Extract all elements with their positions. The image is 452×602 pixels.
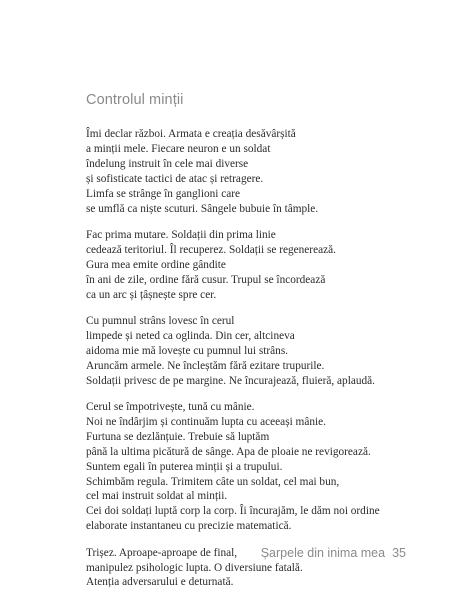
poem-line: și sofisticate tactici de atac și retragere. <box>86 172 264 185</box>
poem-line: îndelung instruit în cele mai diverse <box>86 157 249 170</box>
page-number: 35 <box>392 546 406 560</box>
poem-line: Limfa se strânge în ganglioni care <box>86 187 241 200</box>
poem-line: Aruncăm armele. Ne încleștăm fără ezitare trupurile. <box>86 359 325 372</box>
poem-line: Noi ne îndârjim și continuăm lupta cu aceeași mânie. <box>86 415 326 428</box>
poem-title: Controlul minții <box>86 92 184 108</box>
poem-line: cel mai instruit soldat al minții. <box>86 490 228 503</box>
stanza <box>86 228 386 303</box>
poem-line: aidoma mie mă lovește cu pumnul lui strâns. <box>86 344 289 357</box>
poem-line: Furtuna se dezlănțuie. Trebuie să luptăm <box>86 430 270 443</box>
poem-line: Soldații privesc de pe margine. Ne încurajează, fluieră, aplaudă. <box>86 374 375 387</box>
poem-line: Cu pumnul strâns lovesc în cerul <box>86 314 235 327</box>
poem-line: se umflă ca niște scuturi. Sângele bubuie în tâmple. <box>86 202 319 215</box>
poem-line: Atenția adversarului e deturnată. <box>86 576 234 589</box>
poem-line: elaborate instantaneu cu precizie matematică. <box>86 520 292 533</box>
poem-line: a minții mele. Fiecare neuron e un soldat <box>86 142 271 155</box>
poem-line: până la ultima picătură de sânge. Apa de ploaie ne revigorează. <box>86 445 371 458</box>
poem-line: Trișez. Aproape-aproape de final, <box>86 546 238 559</box>
poem-line: Cerul se împotrivește, tună cu mânie. <box>86 401 255 413</box>
poem-line: Gura mea emite ordine gândite <box>86 258 226 271</box>
stanza <box>86 314 386 389</box>
poem-line: Fac prima mutare. Soldații din prima linie <box>86 228 276 241</box>
poem-line: Suntem egali în puterea minții și a trupului. <box>86 460 283 473</box>
poem-line: ca un arc și țâșnește spre cer. <box>86 288 217 301</box>
poem-line: limpede și neted ca oglinda. Din cer, altcineva <box>86 329 295 342</box>
poem-line: cedează teritoriul. Îl recuperez. Soldații se regenerează. <box>86 243 336 256</box>
poem-line: Schimbăm regula. Trimitem câte un soldat, cel mai bun, <box>86 475 340 488</box>
poem-line: Cei doi soldați luptă corp la corp. Îi încurajăm, le dăm noi ordine <box>86 505 380 518</box>
poem-line: în ani de zile, ordine fără cusur. Trupul se încordează <box>86 273 326 286</box>
poem-line: Îmi declar război. Armata e creația desăvârșită <box>86 128 296 140</box>
poem-line: manipulez psihologic lupta. O diversiune fatală. <box>86 561 303 574</box>
stanza <box>86 127 386 216</box>
footer-book-title: Șarpele din inima mea <box>260 546 386 560</box>
stanza <box>86 400 386 534</box>
page-footer <box>261 546 406 560</box>
poem-body <box>86 127 386 602</box>
